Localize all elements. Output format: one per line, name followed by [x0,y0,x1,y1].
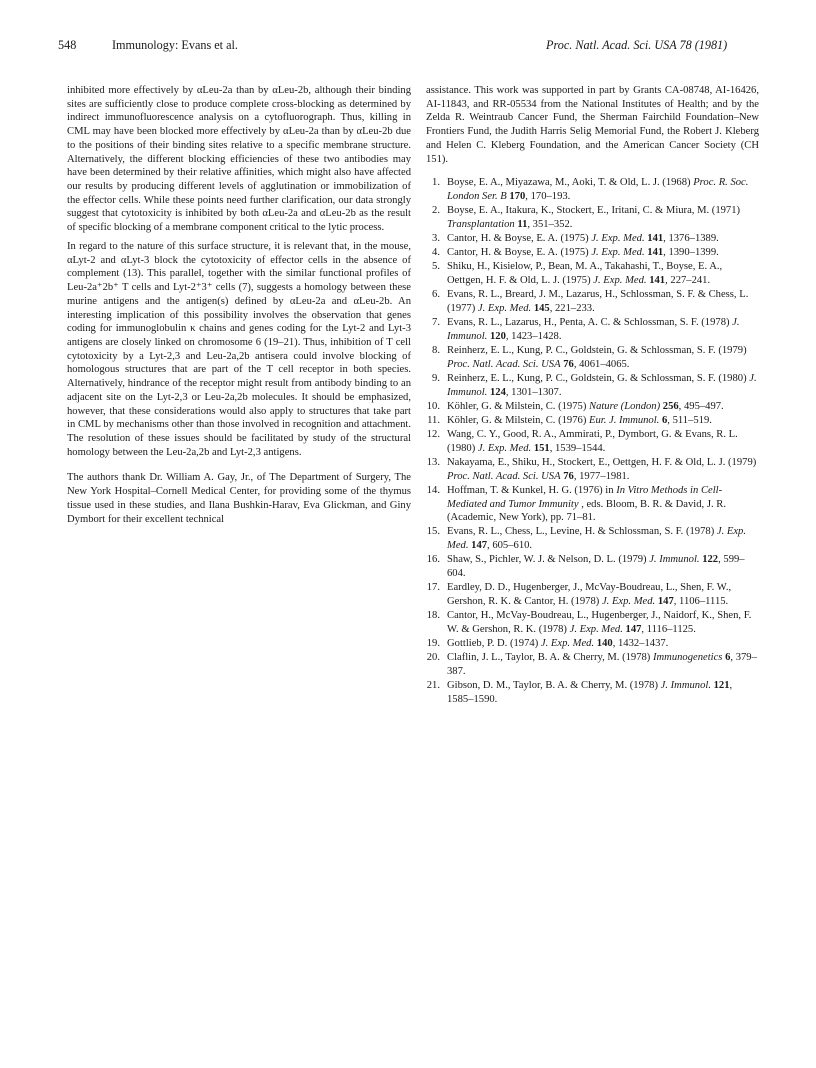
reference-number: 8. [432,345,440,356]
reference-pages: , 351–352. [527,218,573,230]
reference-authors: Gibson, D. M., Taylor, B. A. & Cherry, M. (1978) [447,679,658,691]
reference-pages: , 1423–1428. [505,330,562,342]
reference-number: 19. [426,637,440,649]
journal-reference: Proc. Natl. Acad. Sci. USA 78 (1981) [546,38,728,52]
reference-authors: Shaw, S., Pichler, W. J. & Nelson, D. L. (1979) [447,554,647,566]
reference-authors: Köhler, G. & Milstein, C. (1975) [447,400,587,412]
reference-authors: Eardley, D. D., Hugenberger, J., McVay-Boudreau, L., Shen, F. W., Gershon, R. K. & Cantor, H. (1978) [447,582,732,607]
reference-number: 7. [432,317,440,329]
reference-volume: 11 [517,218,528,230]
reference-item [426,428,759,455]
reference-pages: , 1106–1115. [673,595,729,607]
reference-pages: , 1116–1125. [641,623,696,635]
acknowledgment-continued: assistance. This work was supported in part by Grants CA-08748, AI-16426, AI-11843, and RR-05534 from the National Institutes of Health; and by the Zelda R. Weintraub Cancer Fund, the Sherman Fairchild Foundation–New Frontiers Fund, the Judith Harris Selig Memorial Fund, the Robert J. Kleberg and Helen C. Kleberg Foundation, and the American Cancer Society (CH 151). [426,85,759,165]
reference-authors: Cantor, H. & Boyse, E. A. (1975) [447,233,589,245]
reference-item [426,651,759,678]
reference-authors: Boyse, E. A., Itakura, K., Stockert, E., Iritani, C. & Miura, M. (1971) [447,205,741,217]
reference-pages: , eds. Bloom, B. R. & David, J. R. (Academic, New York), pp. 71–81. [447,498,726,524]
reference-volume: 76 [563,470,574,482]
reference-item [426,400,759,414]
reference-pages: , 1301–1307. [505,386,562,398]
reference-pages: , 170–193. [525,191,571,203]
reference-volume: 140 [596,637,613,649]
reference-item [426,260,759,287]
reference-item [426,288,759,315]
reference-journal: J. Exp. Med. [447,526,746,552]
journal-section: Immunology: Evans et al. [112,38,238,52]
reference-journal: In Vitro Methods in Cell-Mediated and Tumor Immunity [447,484,723,510]
right-column [426,84,759,707]
reference-journal: J. Exp. Med. [591,247,645,259]
reference-pages: , 1432–1437. [612,637,669,649]
reference-authors: Cantor, H., McVay-Boudreau, L., Hugenberger, J., Naidorf, K., Shen, F. W. & Gershon, R. K. (1978) [447,610,752,635]
page-number: 548 [58,38,77,52]
reference-item [426,344,759,371]
reference-authors: Evans, R. L., Breard, J. M., Lazarus, H., Schlossman, S. F. & Chess, L. (1977) [447,289,749,314]
reference-pages: , 1390–1399. [663,247,719,259]
reference-item [426,609,759,636]
reference-authors: Köhler, G. & Milstein, C. (1976) [447,414,587,426]
running-header [58,38,758,54]
reference-volume: 141 [649,275,666,287]
body-paragraph: In regard to the nature of this surface structure, it is relevant that, in the mouse, αLyt-2 and αLyt-3 block the cytotoxicity of effector cells in the absence of complement (13). This parallel, together with the similar functional profiles of Leu-2a⁺2b⁺ T cells and Lyt-2⁺3⁺ cells (7), suggests a homology between these murine antigens and the antigen(s) defined by αLeu-2a and αLeu-2b. An interesting implication of this possibility involves the observation that genes coding for immunoglobulin κ chains and genes coding for the Lyt-2 and Lyt-3 antigens are closely linked on chromosome 6 (19–21). Thus, inhibition of T cell cytotoxicity by a Lyt-2,3 and Leu-2a,2b antisera could involve blocking of homologous structures that are part of the T cell receptor in both species. Alternatively, hindrance of the receptor might result from antibody binding to an adjacent site on the Lyt-2,3 or Leu-2a,2b molecules. It should be emphasized, however, that these considerations would also apply to structures that take part in CML by mechanisms other than those involved in recognition and attachment. The resolution of these issues should be facilitated by study of the structural homology between the Leu-2a,2b and Lyt-2,3 antigens. [67,240,411,458]
reference-authors: Evans, R. L., Chess, L., Levine, H. & Schlossman, S. F. (1978) [447,526,715,538]
reference-journal: Transplantation [447,218,515,230]
reference-journal: Nature (London) [589,400,661,412]
reference-item [426,316,759,343]
reference-pages: , 4061–4065. [573,358,630,370]
reference-volume: 141 [647,247,664,259]
reference-journal: Immunogenetics [653,652,723,664]
reference-pages: , 227–241. [665,275,711,287]
reference-number: 18. [426,610,440,622]
reference-authors: Boyse, E. A., Miyazawa, M., Aoki, T. & Old, L. J. (1968) [447,177,691,189]
reference-pages: , 599–604. [447,554,745,579]
reference-number: 13. [426,456,440,468]
reference-journal: J. Exp. Med. [593,275,647,287]
reference-number: 10. [426,400,440,412]
reference-pages: , 605–610. [487,540,533,552]
reference-volume: 122 [702,554,719,566]
reference-volume: 124 [489,386,506,398]
reference-journal: J. Exp. Med. [591,233,645,245]
reference-journal: J. Exp. Med. [569,623,623,635]
reference-number: 5. [432,261,440,273]
reference-authors: Reinherz, E. L., Kung, P. C., Goldstein, G. & Schlossman, S. F. (1980) [447,372,747,384]
acknowledgment: The authors thank Dr. William A. Gay, Jr., of The Department of Surgery, The New York Hospital–Cornell Medical Center, for providing some of the thymus tissue used in these studies, and Ilana Bushkin-Harav, Eva Glickman, and Giny Dymbort for their excellent technical [67,472,411,525]
reference-authors: Claflin, J. L., Taylor, B. A. & Cherry, M. (1978) [447,652,651,664]
reference-number: 14. [426,484,440,496]
reference-journal: Proc. Natl. Acad. Sci. USA [447,358,561,370]
reference-volume: 151 [533,442,550,454]
reference-item [426,372,759,399]
reference-volume: 6 [725,652,731,664]
reference-pages: , 221–233. [549,302,595,314]
reference-journal: J. Immunol. [660,679,711,691]
reference-authors: Nakayama, E., Shiku, H., Stockert, E., Oettgen, H. F. & Old, L. J. (1979) [447,456,757,468]
reference-item [426,553,759,580]
reference-number: 15. [426,526,440,538]
reference-pages: , 495–497. [678,400,724,412]
reference-journal: J. Exp. Med. [601,595,656,607]
reference-volume: 147 [657,595,674,607]
reference-authors: Reinherz, E. L., Kung, P. C., Goldstein, G. & Schlossman, S. F. (1979) [447,345,747,356]
reference-item [426,484,759,525]
reference-authors: Wang, C. Y., Good, R. A., Ammirati, P., Dymbort, G. & Evans, R. L. (1980) [447,429,738,454]
reference-item [426,456,759,483]
reference-item [426,581,759,608]
reference-volume: 145 [533,302,550,314]
reference-volume: 76 [563,358,574,370]
reference-number: 16. [426,554,440,566]
reference-volume: 141 [647,233,664,245]
reference-authors: Evans, R. L., Lazarus, H., Penta, A. C. & Schlossman, S. F. (1978) [447,317,730,329]
reference-journal: Eur. J. Immunol. [589,414,660,426]
reference-journal: J. Immunol. [447,317,740,342]
reference-number: 11. [427,414,440,426]
reference-journal: Proc. R. Soc. London Ser. B [447,177,749,203]
reference-pages: , 1539–1544. [549,442,606,454]
reference-number: 12. [426,429,440,441]
reference-volume: 121 [713,679,730,691]
reference-item [426,232,759,246]
reference-pages: , 511–519. [667,414,712,426]
reference-volume: 256 [662,400,679,412]
reference-number: 20. [426,652,440,664]
reference-pages: , 1376–1389. [663,233,719,245]
reference-authors: Hoffman, T. & Kunkel, H. G. (1976) in [447,484,614,496]
reference-pages: , 1585–1590. [447,679,733,705]
reference-volume: 120 [489,330,506,342]
reference-volume: 147 [625,623,642,635]
reference-authors: Cantor, H. & Boyse, E. A. (1975) [447,247,589,259]
reference-authors: Shiku, H., Kisielow, P., Bean, M. A., Takahashi, T., Boyse, E. A., Oettgen, H. F. & Old, L. J. (1975) [447,261,723,287]
reference-pages: , 379–387. [447,652,757,677]
reference-volume: 170 [509,191,526,203]
left-column [67,84,411,526]
body-paragraph: inhibited more effectively by αLeu-2a than by αLeu-2b, although their binding sites are sufficiently close to produce complete cross-blocking as determined by indirect immunofluorescence analysis on a cytofluorograph. Thus, killing in CML may have been blocked more effectively by αLeu-2a than by αLeu-2b due to the positions of their binding sites relative to a specific membrane structure. Alternatively, the different blocking efficiencies of these two antibodies may have been determined by their relative affinities, which might also have affected our results by producing different levels of agglutination or immobilization of the effector cells. While these points need further clarification, our data strongly suggest that cytotoxicity is inhibited by both αLeu-2a and αLeu-2b as the result of specific blocking of a membrane component critical to the lytic process. [67,85,411,234]
reference-journal: Proc. Natl. Acad. Sci. USA [447,470,561,482]
reference-item [426,525,759,552]
reference-journal: J. Exp. Med. [540,637,595,649]
reference-number: 1. [432,177,440,189]
reference-journal: J. Immunol. [447,372,757,398]
reference-number: 2. [432,205,440,217]
reference-number: 3. [432,233,440,245]
reference-journal: J. Exp. Med. [477,442,532,454]
reference-item [426,637,759,651]
reference-journal: J. Immunol. [649,554,700,566]
reference-item [426,176,759,203]
reference-volume: 147 [471,540,488,552]
reference-number: 9. [432,372,440,384]
reference-item [426,246,759,260]
reference-journal: J. Exp. Med. [477,302,532,314]
reference-number: 17. [426,582,440,594]
reference-number: 21. [426,679,440,691]
reference-pages: , 1977–1981. [573,470,630,482]
reference-authors: Gottlieb, P. D. (1974) [447,637,539,649]
reference-number: 4. [432,247,440,259]
reference-number: 6. [432,289,440,301]
reference-item [426,679,759,706]
reference-volume: 6 [661,414,668,426]
reference-item [426,204,759,231]
reference-item [426,414,759,428]
reference-list [426,176,759,706]
